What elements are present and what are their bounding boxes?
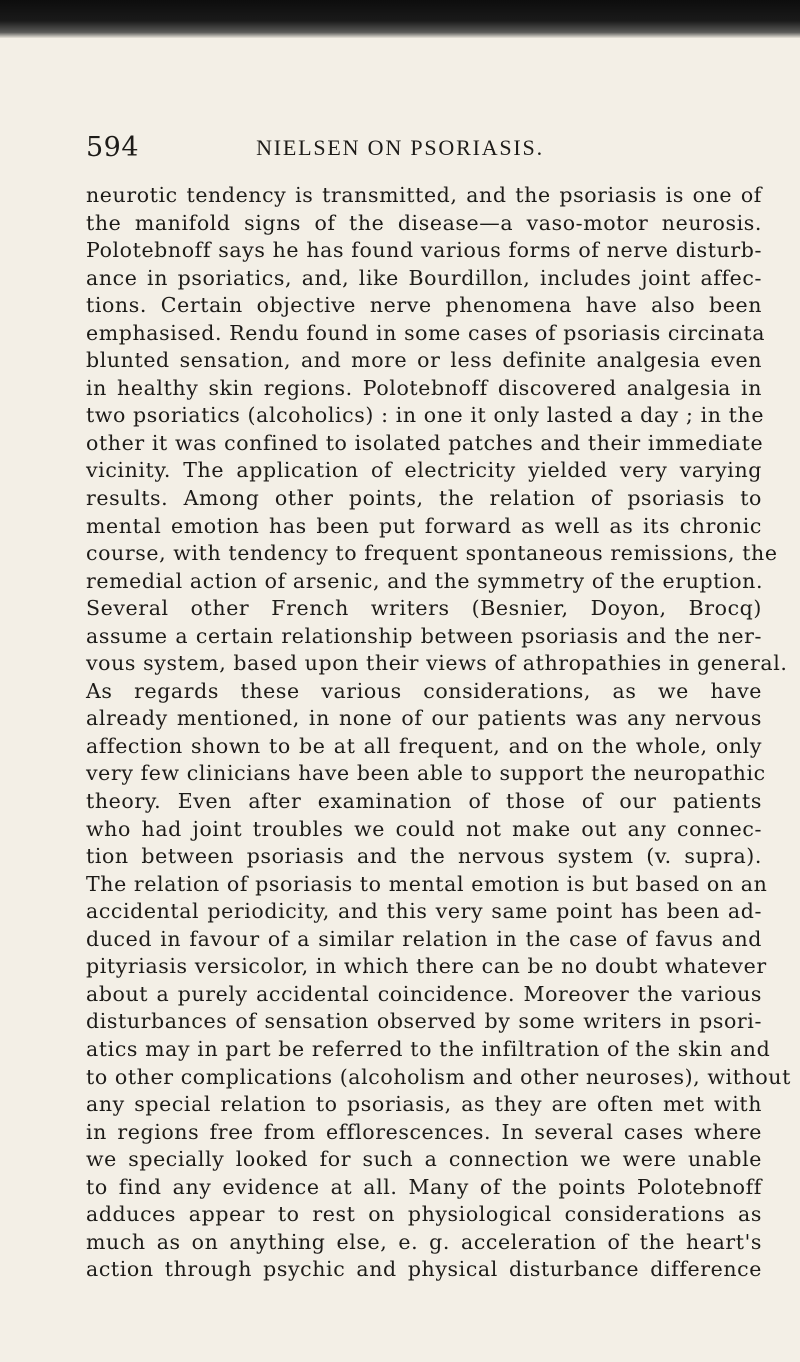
text-line: theory. Even after examination of those of our patients: [86, 789, 762, 814]
text-line: in regions free from efflorescences. In several cases where: [86, 1119, 762, 1144]
text-line: As regards these various considerations, as we have: [86, 678, 762, 703]
text-line: The relation of psoriasis to mental emotion is but based on an: [86, 871, 768, 896]
text-line: vous system, based upon their views of athropathies in general.: [86, 651, 788, 676]
text-line: any special relation to psoriasis, as they are often met with: [86, 1092, 762, 1117]
text-line: results. Among other points, the relation of psoriasis to: [86, 486, 762, 511]
text-line: about a purely accidental coincidence. Moreover the various: [86, 981, 762, 1006]
text-line: mental emotion has been put forward as well as its chronic: [86, 513, 762, 538]
text-line: to other complications (alcoholism and other neuroses), without: [86, 1064, 791, 1089]
text-line: we specially looked for such a connection we were unable: [86, 1147, 762, 1172]
text-line: two psoriatics (alcoholics) : in one it only lasted a day ; in the: [86, 403, 765, 428]
text-line: disturbances of sensation observed by some writers in psori-: [86, 1009, 762, 1034]
text-line: the manifold signs of the disease—a vaso-motor neurosis.: [86, 210, 762, 235]
text-line: accidental periodicity, and this very same point has been ad-: [86, 899, 762, 924]
page-title: NIELSEN ON PSORIASIS.: [256, 135, 544, 160]
text-line: very few clinicians have been able to support the neuropathic: [86, 761, 766, 786]
text-line: in healthy skin regions. Polotebnoff discovered analgesia in: [86, 375, 762, 400]
text-line: course, with tendency to frequent spontaneous remissions, the: [86, 541, 778, 566]
running-head: [0, 132, 800, 172]
text-line: pityriasis versicolor, in which there can be no doubt whatever: [86, 954, 767, 979]
body-text: [86, 182, 791, 1282]
text-line: who had joint troubles we could not make out any connec-: [86, 816, 762, 841]
text-line: blunted sensation, and more or less definite analgesia even: [86, 348, 762, 373]
text-line: tions. Certain objective nerve phenomena have also been: [86, 293, 762, 318]
text-line: remedial action of arsenic, and the symmetry of the eruption.: [86, 568, 764, 593]
text-line: already mentioned, in none of our patients was any nervous: [86, 706, 762, 731]
text-line: Polotebnoff says he has found various forms of nerve disturb-: [86, 238, 762, 263]
text-line: tion between psoriasis and the nervous system (v. supra).: [86, 844, 762, 869]
text-line: duced in favour of a similar relation in the case of favus and: [86, 926, 762, 951]
text-line: vicinity. The application of electricity yielded very varying: [86, 458, 762, 483]
text-line: to find any evidence at all. Many of the points Polotebnoff: [86, 1174, 762, 1199]
text-line: emphasised. Rendu found in some cases of psoriasis circinata: [86, 320, 766, 345]
page-number: 594: [86, 132, 140, 163]
text-line: neurotic tendency is transmitted, and the psoriasis is one of: [86, 183, 762, 207]
text-line: ance in psoriatics, and, like Bourdillon, includes joint affec-: [86, 265, 762, 290]
text-line: adduces appear to rest on physiological considerations as: [86, 1202, 762, 1227]
text-line: atics may in part be referred to the infiltration of the skin and: [86, 1036, 771, 1061]
text-line-cut: action through psychic and physical disturbance difference: [86, 1257, 762, 1282]
text-line: much as on anything else, e. g. acceleration of the heart's: [86, 1229, 762, 1254]
text-line: Several other French writers (Besnier, Doyon, Brocq): [86, 596, 762, 621]
text-line: affection shown to be at all frequent, and on the whole, only: [86, 733, 762, 758]
text-line: assume a certain relationship between psoriasis and the ner-: [86, 623, 762, 648]
text-line: other it was confined to isolated patches and their immediate: [86, 430, 764, 455]
